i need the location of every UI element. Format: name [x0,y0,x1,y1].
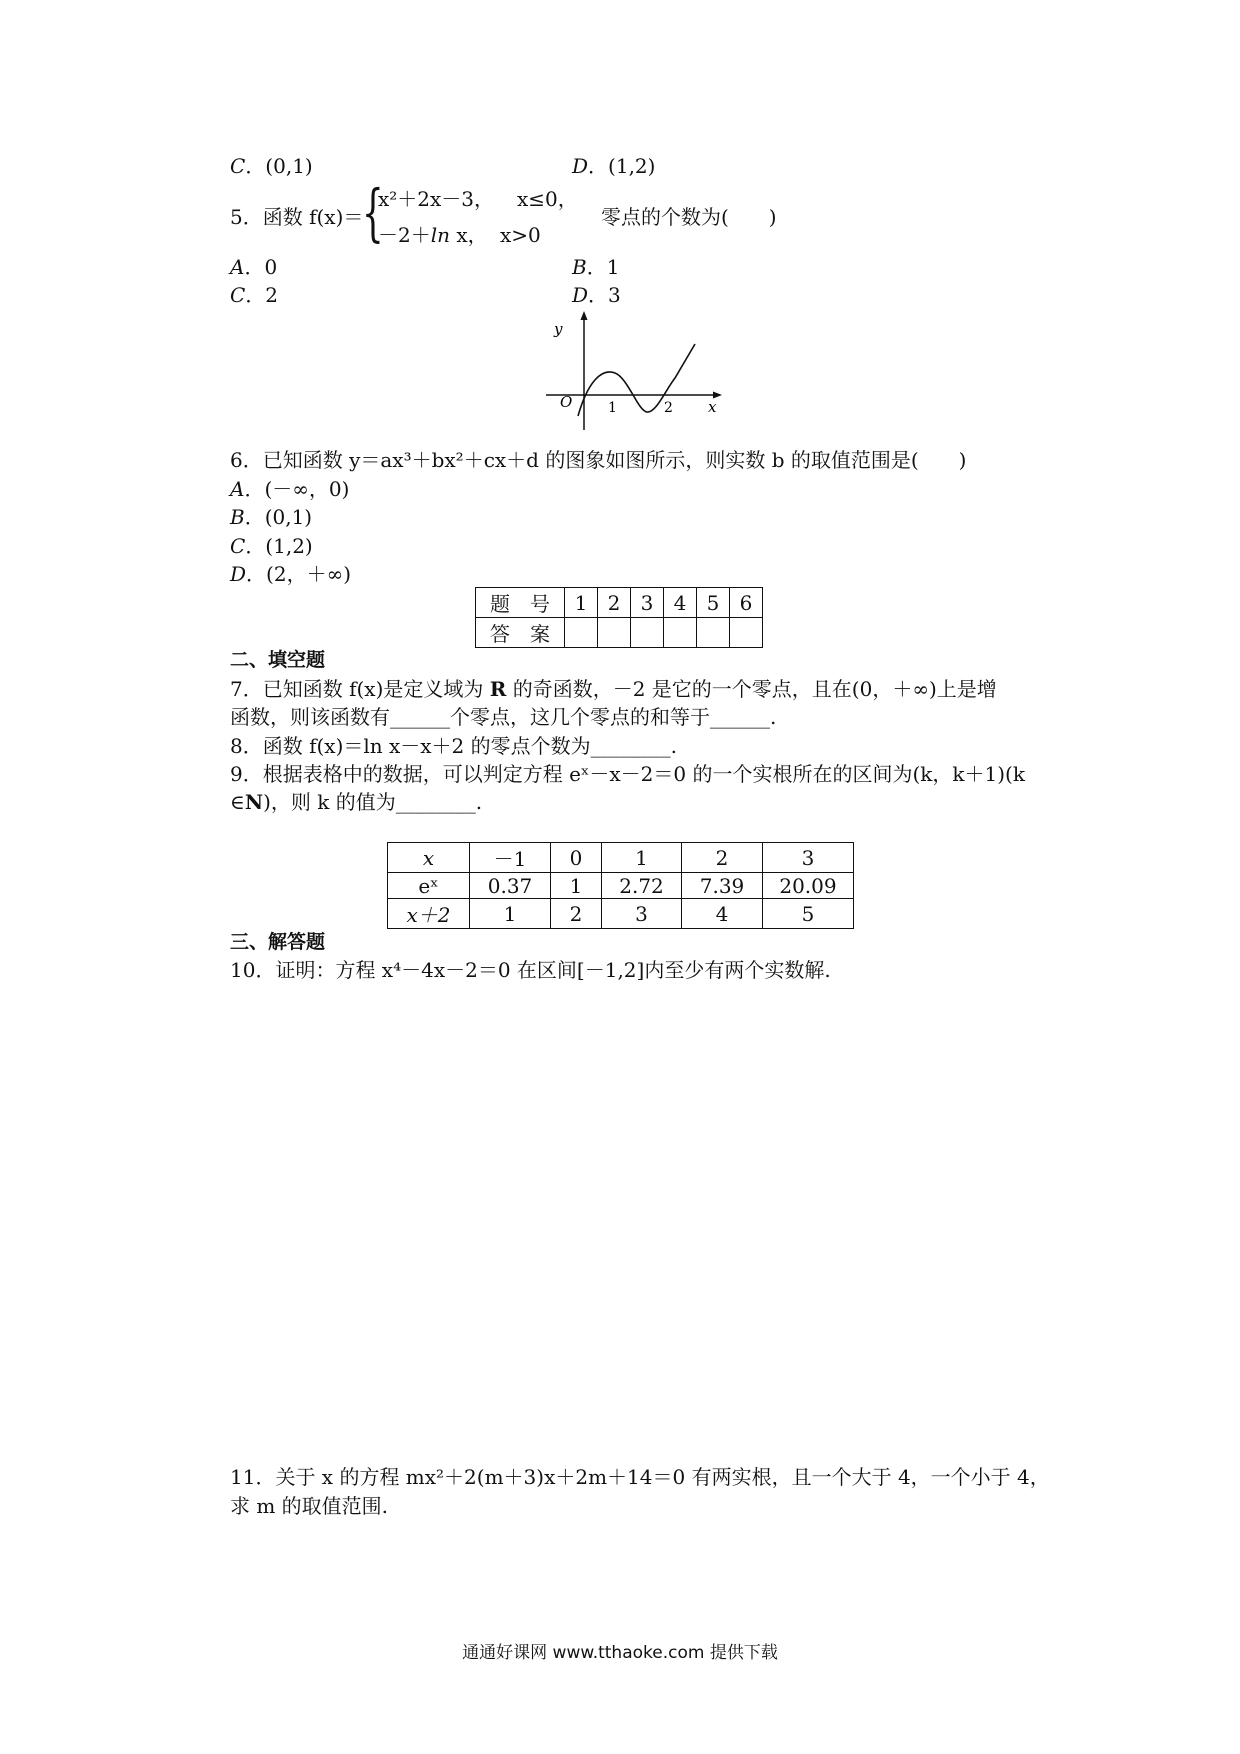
q6-stem: 6．已知函数 y＝ax³＋bx²＋cx＋d 的图象如图所示，则实数 b 的取值范围是( ) [230,448,967,472]
table-cell: 2 [551,899,602,929]
q7-text: 7．已知函数 f(x)是定义域为 [230,677,490,701]
y-axis-label: y [554,320,563,338]
q5-suffix: 零点的个数为( ) [601,205,777,229]
table-cell: 0.37 [470,873,551,899]
option-text: ．2 [245,283,279,307]
page-footer: 通通好课网 www.tthaoke.com 提供下载 [462,1643,778,1663]
q5-case2-part: －2＋ [378,223,431,247]
option-letter: C [230,154,246,178]
answer-cell [598,618,631,648]
table-cell: 4 [682,899,763,929]
option-text: ．(0,1) [244,505,313,529]
x-tick-2: 2 [664,400,673,416]
q8-text: 8．函数 f(x)＝ln x－x＋2 的零点个数为________. [230,734,678,758]
y-axis-arrow [581,311,588,320]
row-label: x＋2 [388,899,470,929]
option-text: ．(1,2) [245,534,313,558]
table-row [388,873,854,899]
table-cell: 2 [598,588,631,618]
table-cell: 2 [682,843,763,873]
q9-text: )，则 k 的值为________. [263,790,483,814]
q6-function-graph [540,306,740,436]
q6-option-c [230,533,313,559]
q7-line1 [230,676,997,702]
q5-case2-ln: ln [430,223,451,247]
q9-line1: 9．根据表格中的数据，可以判定方程 eˣ－x－2＝0 的一个实根所在的区间为(k，k＋1)(k [230,762,1025,786]
q7-text: 的奇函数，－2 是它的一个零点，且在(0，＋∞)上是增 [506,677,997,701]
table-cell: 4 [664,588,697,618]
option-letter: A [230,255,245,279]
table-cell: 20.09 [763,873,854,899]
q5-option-c [230,282,278,308]
table-cell: 3 [602,899,682,929]
option-text: ．1 [586,255,620,279]
data-table [387,842,854,929]
x-tick-1: 1 [608,400,617,416]
q7-line2: 函数，则该函数有______个零点，这几个零点的和等于______. [230,705,777,729]
option-letter: C [230,283,246,307]
option-text: ．(－∞，0) [244,477,350,501]
option-letter: D [572,283,589,307]
option-letter: B [572,255,587,279]
q5-case2-part: x， [450,223,488,247]
q6-option-d [230,561,351,587]
answer-cell [631,618,664,648]
table-header-cell: 题 号 [476,588,565,618]
table-cell: 5 [763,899,854,929]
q9-set-n: N [244,790,264,814]
option-text: ．3 [588,283,621,307]
table-cell: 0 [551,843,602,873]
table-row [388,843,854,873]
table-cell: 3 [631,588,664,618]
option-letter: A [230,477,245,501]
table-cell: 6 [730,588,763,618]
row-label: eˣ [388,873,470,899]
option-text: ．0 [244,255,278,279]
section-2-title: 二、填空题 [230,649,326,671]
origin-label: O [560,393,573,411]
cubic-curve [578,344,695,416]
q9-text: ∈ [230,790,245,814]
q5-option-d [572,282,621,308]
q7-set-r: R [489,677,507,701]
table-cell: 2.72 [602,873,682,899]
option-text: ．(0,1) [245,154,313,178]
answer-cell [664,618,697,648]
table-cell: 1 [551,873,602,899]
q11-line1: 11．关于 x 的方程 mx²＋2(m＋3)x＋2m＋14＝0 有两实根，且一个大于 4，一个小于 4， [230,1465,1050,1489]
table-cell: 3 [763,843,854,873]
table-cell: －1 [470,843,551,873]
table-cell: 7.39 [682,873,763,899]
option-letter: D [572,154,589,178]
q5-case2-cond: x>0 [500,223,541,247]
q4-option-d [572,153,655,179]
q11-line2: 求 m 的取值范围. [230,1494,389,1518]
answer-table [475,587,763,648]
option-text: ．(2，＋∞) [246,562,352,586]
row-label: x [388,843,470,873]
q10-text: 10．证明：方程 x⁴－4x－2＝0 在区间[－1,2]内至少有两个实数解. [230,958,831,982]
q5-case1-cond: x≤0， [517,187,578,211]
q6-option-a [230,476,349,502]
option-text: ．(1,2) [588,154,656,178]
piecewise-brace: { [362,176,384,249]
table-row [476,618,763,648]
table-row [476,588,763,618]
answer-cell [697,618,730,648]
table-header-cell: 答 案 [476,618,565,648]
table-row [388,899,854,929]
table-cell: 5 [697,588,730,618]
answer-cell [730,618,763,648]
q5-option-a [230,254,277,280]
q9-line2 [230,789,482,815]
x-axis-label: x [708,398,717,416]
q6-option-b [230,504,312,530]
q5-case2-expr [378,222,488,248]
table-cell: 1 [565,588,598,618]
table-cell: 1 [602,843,682,873]
option-letter: D [230,562,247,586]
q5-option-b [572,254,619,280]
option-letter: B [230,505,245,529]
q5-prefix: 5．函数 f(x)＝ [230,205,364,229]
section-3-title: 三、解答题 [230,931,326,953]
q4-option-c [230,153,313,179]
q5-case1-expr: x²＋2x－3， [378,187,495,211]
answer-cell [565,618,598,648]
table-cell: 1 [470,899,551,929]
option-letter: C [230,534,246,558]
